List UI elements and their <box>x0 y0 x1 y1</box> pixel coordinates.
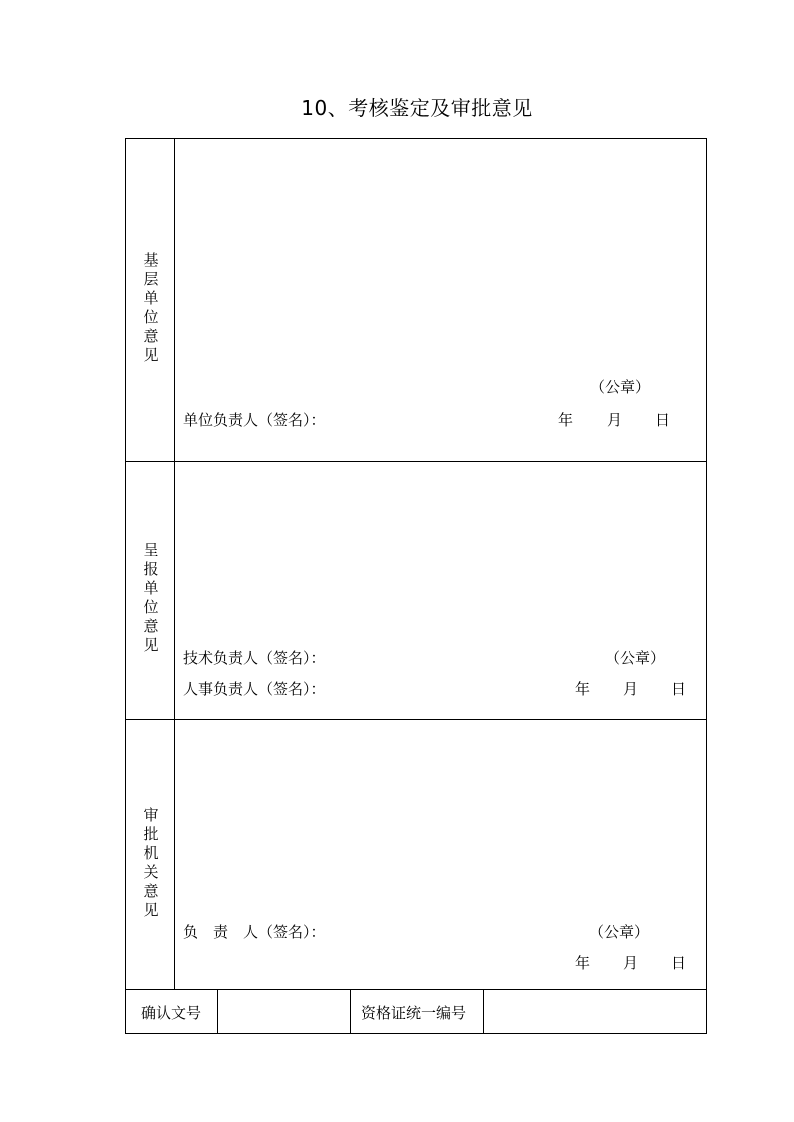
approval-authority-date-month-label: 月 <box>623 954 639 972</box>
grassroots-unit-date-day-label: 日 <box>655 411 671 429</box>
technical-head-signature-label: 技术负责人（签名）： <box>183 649 326 667</box>
certificate-number-label-cell <box>351 990 484 1033</box>
approval-authority-seal-label: （公章） <box>589 923 650 941</box>
approval-head-signature-label: 负 责 人（签名）： <box>183 923 326 941</box>
reporting-unit-section <box>126 462 706 720</box>
bottom-info-row <box>126 990 706 1033</box>
grassroots-unit-date-month-label: 月 <box>607 411 623 429</box>
approval-authority-label: 审批机关意见 <box>143 806 159 919</box>
grassroots-unit-seal-label: （公章） <box>590 378 651 396</box>
grassroots-unit-section <box>126 139 706 462</box>
approval-authority-date-day-label: 日 <box>671 954 687 972</box>
confirmation-number-label: 确认文号 <box>141 1004 202 1022</box>
approval-authority-label-cell <box>126 720 175 989</box>
page-title: 10、考核鉴定及审批意见 <box>301 96 533 120</box>
hr-head-signature-label: 人事负责人（签名）： <box>183 680 326 698</box>
reporting-unit-label-cell <box>126 462 175 719</box>
approval-form <box>125 138 707 1034</box>
certificate-number-label: 资格证统一编号 <box>361 1004 467 1022</box>
reporting-unit-date-month-label: 月 <box>623 680 639 698</box>
confirmation-number-label-cell <box>126 990 218 1033</box>
confirmation-number-field[interactable] <box>218 990 351 1033</box>
grassroots-unit-date-year-label: 年 <box>558 411 574 429</box>
grassroots-unit-label-cell <box>126 139 175 461</box>
approval-authority-section <box>126 720 706 990</box>
reporting-unit-date-day-label: 日 <box>671 680 687 698</box>
reporting-unit-date-year-label: 年 <box>575 680 591 698</box>
reporting-unit-seal-label: （公章） <box>605 649 666 667</box>
approval-authority-date-year-label: 年 <box>575 954 591 972</box>
reporting-unit-label: 呈报单位意见 <box>143 541 159 654</box>
unit-head-signature-label: 单位负责人（签名）： <box>183 411 326 429</box>
grassroots-unit-label: 基层单位意见 <box>143 251 159 364</box>
certificate-number-field[interactable] <box>484 990 706 1033</box>
